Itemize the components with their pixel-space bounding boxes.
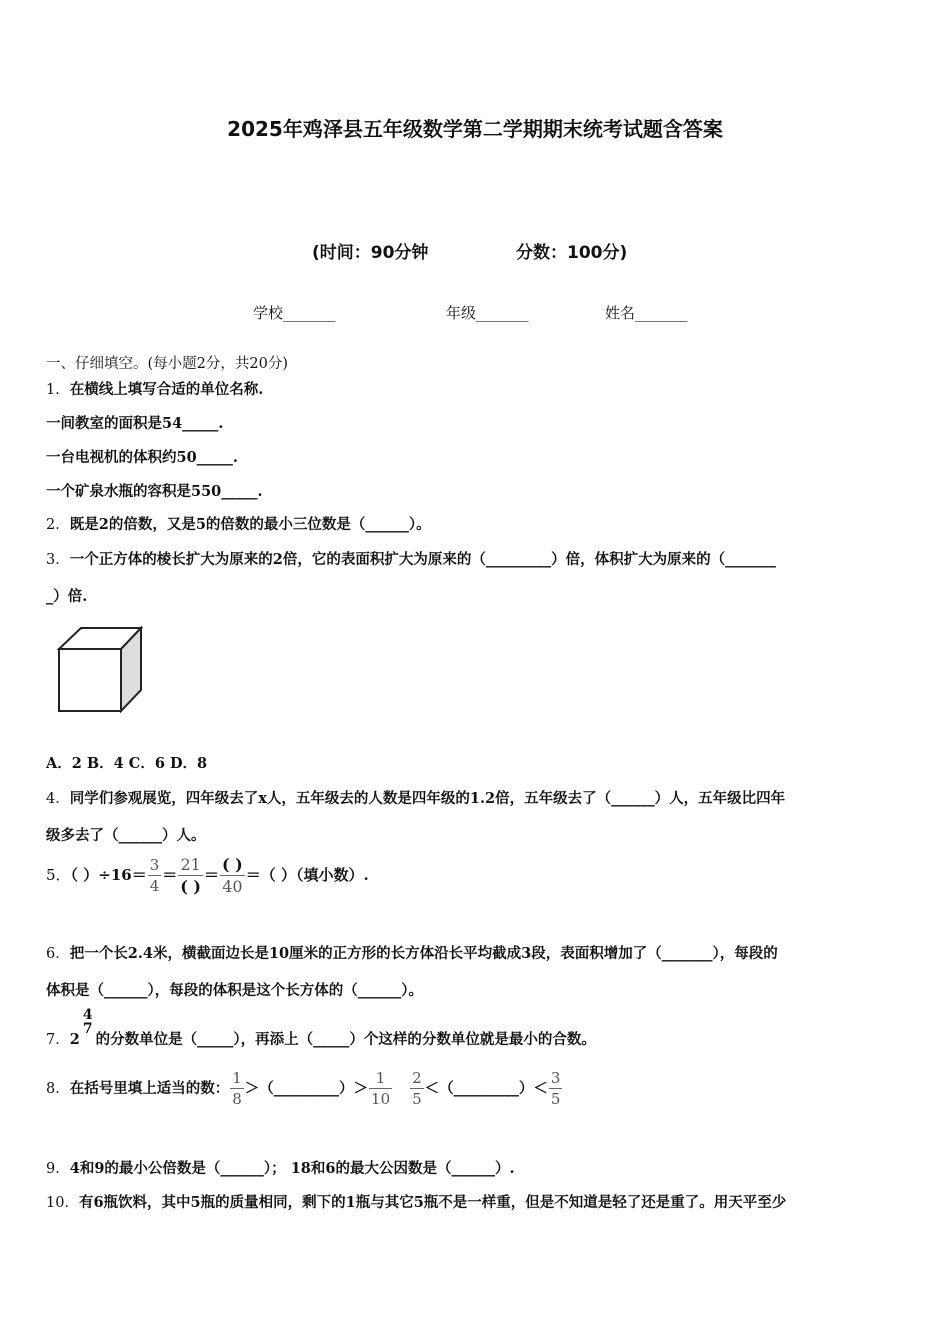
cube-figure (55, 625, 147, 715)
fraction-3-4: $\frac{3}{4}$ (149, 856, 160, 895)
question-3-continued: _）倍. (46, 588, 88, 605)
question-number: 2． (46, 517, 70, 533)
question-number: 6． (46, 946, 70, 962)
fraction-3-5: $\frac{3}{5}$ (550, 1069, 561, 1108)
question-text: 在横线上填写合适的单位名称. (69, 381, 264, 398)
fraction-1-10: $\frac{1}{10}$ (371, 1069, 391, 1108)
question-5 (46, 857, 369, 895)
question-6 (46, 942, 778, 963)
question-8 (46, 1071, 563, 1107)
question-number: 7． (46, 1032, 70, 1048)
fraction-blank-40: $\frac{( )}{40}$ (222, 855, 243, 896)
question-9 (46, 1157, 515, 1178)
q5-part-a: （ ）÷16＝ (70, 866, 147, 884)
question-text: 在括号里填上适当的数： (69, 1080, 230, 1097)
question-4 (46, 787, 785, 808)
question-text: 把一个长2.4米，横截面边长是10厘米的正方形的长方体沿长平均截成3段，表面积增加了（_______），每段的 (69, 945, 778, 962)
name-label: 姓名 (605, 304, 636, 322)
grade-blank: _______ (476, 304, 529, 322)
section-heading: 一、仔细填空。(每小题2分，共20分) (46, 356, 288, 372)
fraction-1-8: $\frac{1}{8}$ (232, 1069, 242, 1108)
question-number: 1． (46, 382, 70, 398)
question-text: 既是2的倍数，又是5的倍数的最小三位数是（______）。 (69, 516, 431, 533)
school-field (253, 302, 336, 323)
question-1-line-2: 一台电视机的体积约50_____. (46, 449, 238, 466)
exam-score: 分数：100分) (516, 243, 628, 263)
question-4-continued: 级多去了（______）人。 (46, 827, 206, 844)
q8-mid-2: ＜（_________）＜ (424, 1080, 548, 1097)
name-field (605, 302, 688, 323)
question-number: 3． (46, 552, 70, 568)
question-1 (46, 378, 263, 399)
name-blank: _______ (635, 304, 688, 322)
equals-sign: ＝ (204, 866, 220, 884)
question-number: 9． (46, 1161, 70, 1177)
equals-sign: ＝ (162, 866, 178, 884)
question-text: 有6瓶饮料，其中5瓶的质量相同，剩下的1瓶与其它5瓶不是一样重，但是不知道是轻了还是重了。用天平至少 (78, 1194, 787, 1211)
question-text: 同学们参观展览，四年级去了x人，五年级去的人数是四年级的1.2倍，五年级去了（______）人，五年级比四年 (69, 790, 786, 807)
mixed-fraction: 4 7 (82, 1007, 93, 1037)
q5-end: ＝（ ）（填小数）. (245, 866, 369, 884)
question-number: 4． (46, 791, 70, 807)
question-6-continued: 体积是（______），每段的体积是这个长方体的（______）。 (46, 982, 423, 999)
fraction-2-5: $\frac{2}{5}$ (412, 1069, 422, 1108)
question-1-line-1: 一间教室的面积是54_____. (46, 415, 224, 432)
question-10 (46, 1191, 786, 1212)
school-blank: _______ (283, 304, 336, 322)
question-3-options: A．2 B．4 C．6 D．8 (46, 755, 208, 772)
q8-mid-1: ＞（_________）＞ (244, 1080, 369, 1097)
grade-field (446, 302, 529, 323)
question-2 (46, 513, 431, 534)
mixed-whole: 2 (69, 1031, 80, 1048)
fraction-21-blank: $\frac{21}{( )}$ (180, 855, 201, 896)
question-7 (46, 1007, 596, 1048)
question-1-line-3: 一个矿泉水瓶的容积是550_____. (46, 483, 263, 500)
question-text: 的分数单位是（_____），再添上（_____）个这样的分数单位就是最小的合数。 (95, 1031, 596, 1048)
question-text: 一个正方体的棱长扩大为原来的2倍，它的表面积扩大为原来的（_________）倍，体积扩大为原来的（_______ (69, 551, 776, 568)
exam-time: (时间：90分钟 (312, 243, 429, 263)
question-number: 8． (46, 1081, 70, 1097)
question-text: 4和9的最小公倍数是（______）； 18和6的最大公因数是（______）. (69, 1160, 515, 1177)
question-3 (46, 548, 776, 569)
grade-label: 年级 (446, 304, 477, 322)
question-number: 5． (46, 866, 71, 884)
question-number: 10． (46, 1195, 79, 1211)
page-title: 2025年鸡泽县五年级数学第二学期期末统考试题含答案 (227, 117, 723, 141)
school-label: 学校 (253, 304, 284, 322)
